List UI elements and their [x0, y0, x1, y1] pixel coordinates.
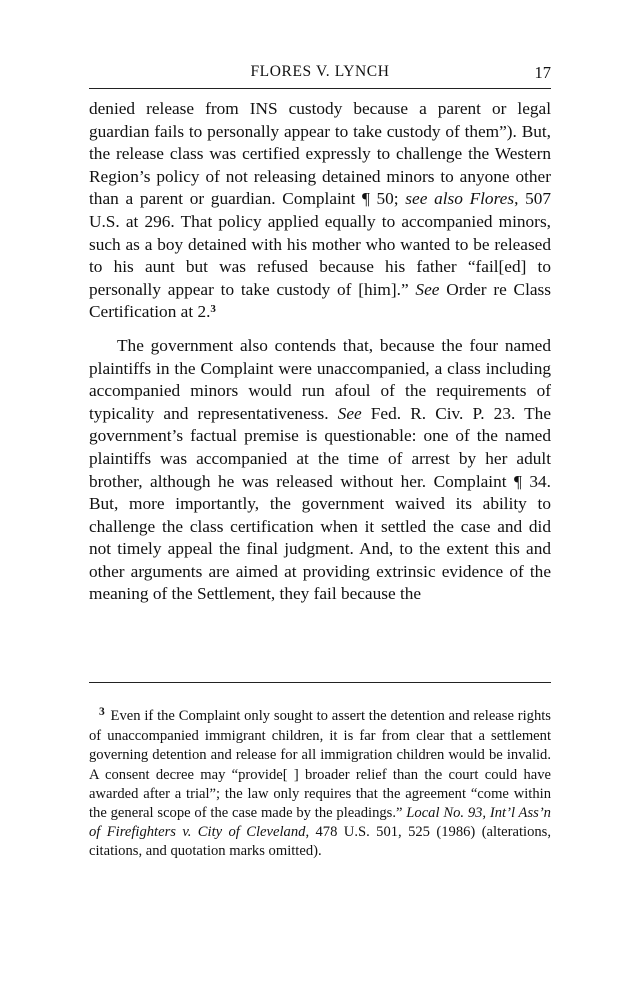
body-text — [89, 98, 551, 606]
case-citation: Local No. 93, Int’l Ass’n of Firefighters v. City of Cleveland — [89, 805, 551, 841]
footnote-3: $^3$ Even if the Complaint only sought to assert the detention and release rights of unaccompanied immigrant children, it is far from clear that a settlement governing detention and release for all immigration children would be invalid. A consent decree may “provide[ ] broader relief than the court could have awarded after a trial”; the law only requires that the agreement “come within the general scope of the case made by the pleadings.” Local No. 93, Int’l Ass’n of Firefighters v. City of Cleveland, 478 U.S. 501, 525 (1986) (alterations, citations, and quotation marks omitted). — [89, 706, 551, 860]
case-title: FLORES V. LYNCH — [250, 63, 390, 80]
citation-signal: See — [415, 279, 440, 299]
running-header — [89, 63, 551, 83]
paragraph-2: The government also contends that, because the four named plaintiffs in the Complaint were unaccompanied, a class including accompanied minors would run afoul of the requirements of typicality and representativeness. See Fed. R. Civ. P. 23. The government’s factual premise is questionable: one of the named plaintiffs was accompanied at the time of arrest by her adult brother, although he was released without her. Complaint ¶ 34. But, more importantly, the government waived its ability to challenge the class certification when it settled the case and did not timely appeal the final judgment. And, to the extent this and other arguments are aimed at providing extrinsic evidence of the meaning of the Settlement, they fail because the — [89, 335, 551, 604]
footnote-mark: 3 — [99, 706, 105, 718]
footnote — [89, 707, 551, 862]
citation-signal: See — [337, 403, 362, 423]
paragraph-1: denied release from INS custody because a parent or legal guardian fails to personally appear to take custody of them”). But, the release class was certified expressly to challenge the Western Region’s policy of not releasing detained minors to anyone other than a parent or guardian. Complaint ¶ 50; see also Flores, 507 U.S. at 296. That policy applied equally to accompanied minors, such as a boy detained with his mother who wanted to be released to his aunt but was refused because his father “fail[ed] to personally appear to take custody of [him].” See Order re Class Certification at 2.$^3$ — [89, 99, 552, 322]
header-rule — [89, 88, 551, 89]
footnote-rule — [89, 682, 551, 683]
page-number: 17 — [534, 63, 551, 82]
citation-signal: see also Flores — [405, 189, 515, 209]
footnote-reference[interactable]: 3 — [210, 303, 216, 316]
